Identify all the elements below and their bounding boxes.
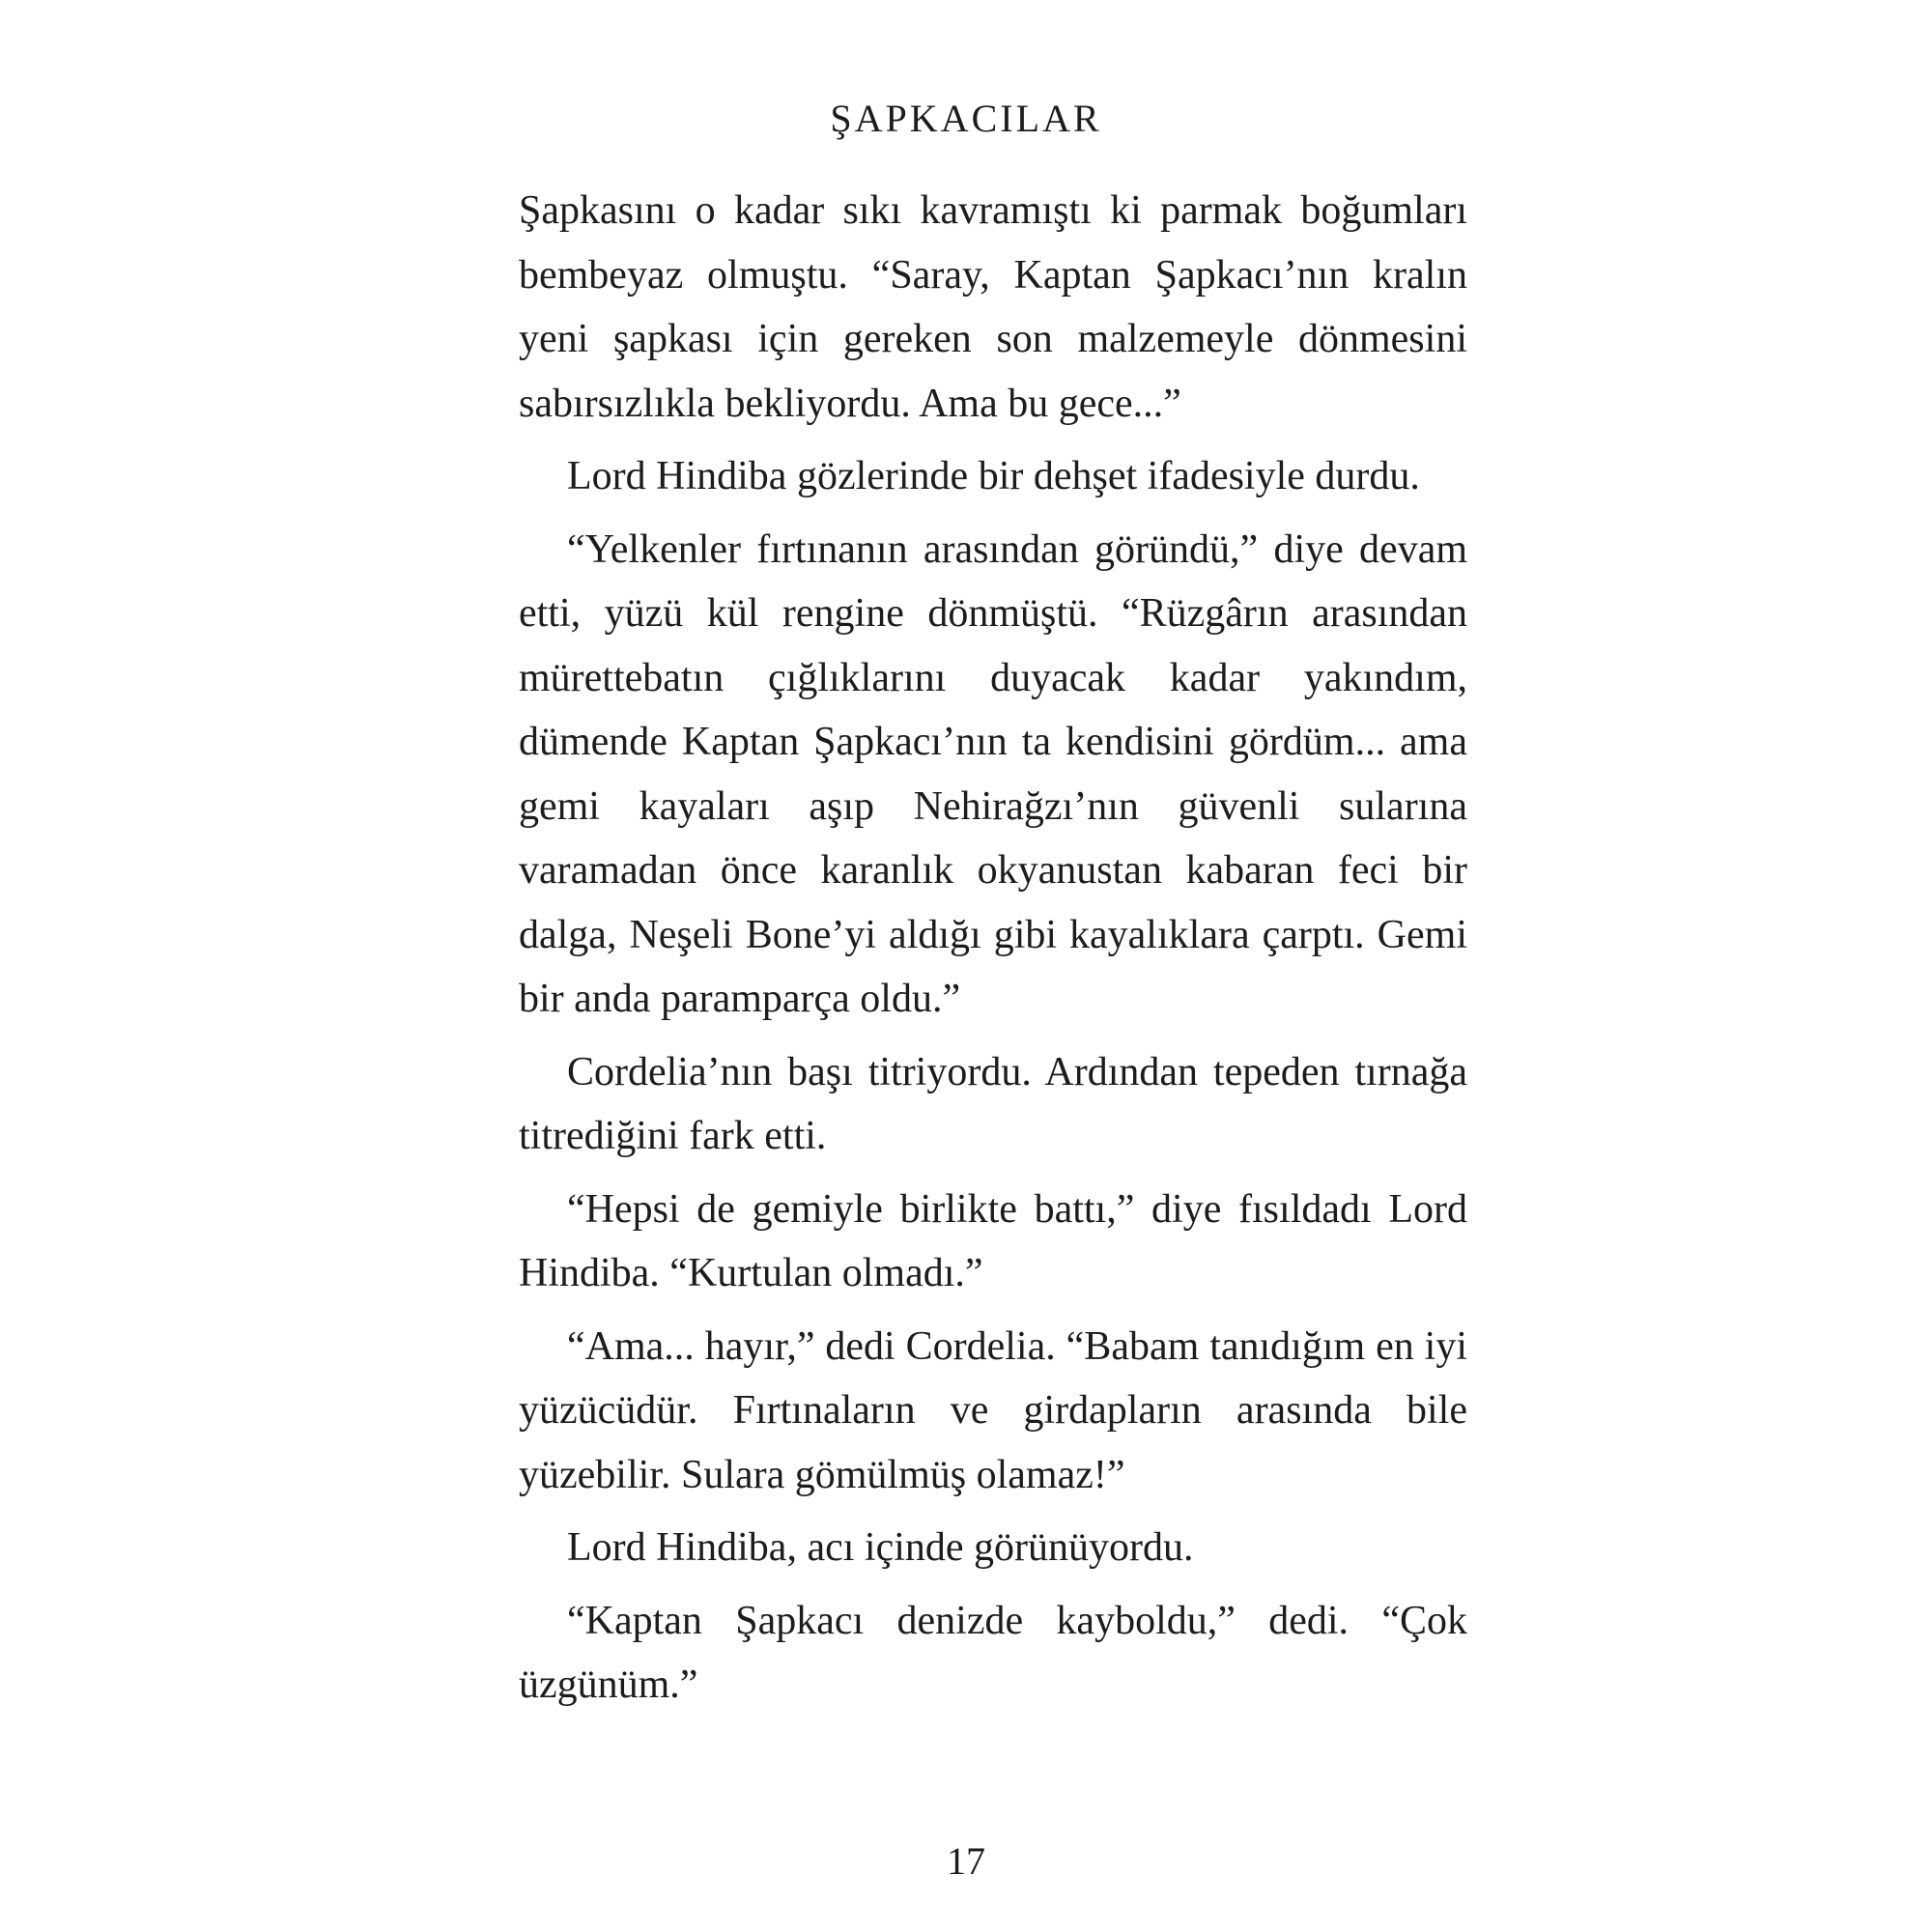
paragraph: Lord Hindiba, acı içinde görünüyordu. xyxy=(567,1525,1194,1570)
paragraph: “Hepsi de gemiyle birlikte battı,” diye fısıldadı Lord Hindiba. “Kurtulan olmadı.” xyxy=(519,1186,1467,1295)
paragraph: “Kaptan Şapkacı denizde kayboldu,” dedi. “Çok üzgünüm.” xyxy=(519,1598,1467,1707)
paragraph: “Ama... hayır,” dedi Cordelia. “Babam tanıdığım en iyi yüzücüdür. Fırtınaların ve girdapların arasında bile yüzebilir. Sulara gömülmüş olamaz!” xyxy=(519,1323,1467,1497)
paragraph: Şapkasını o kadar sıkı kavramıştı ki parmak boğumları bembeyaz olmuştu. “Saray, Kaptan Şapkacı’nın kralın yeni şapkası için gereken son malzemeyle dönmesini sabırsızlıkla bekliyordu. Ama bu gece...” xyxy=(519,188,1467,426)
paragraph: “Yelkenler fırtınanın arasından göründü,” diye devam etti, yüzü kül rengine dönmüştü. “Rüzgârın arasından mürettebatın çığlıklarını duyacak kadar yakındım, dümende Kaptan Şapkacı’nın ta kendisini gördüm... ama gemi kayaları aşıp Nehirağzı’nın güvenli sularına varamadan önce karanlık okyanustan kabaran feci bir dalga, Neşeli Bone’yi aldığı gibi kayalıklara çarptı. Gemi bir anda paramparça oldu.” xyxy=(519,526,1467,1021)
body-text xyxy=(519,179,1467,1726)
paragraph: Cordelia’nın başı titriyordu. Ardından tepeden tırnağa titrediğini fark etti. xyxy=(519,1049,1467,1158)
paragraph: Lord Hindiba gözlerinde bir dehşet ifadesiyle durdu. xyxy=(567,454,1420,498)
page-number: 17 xyxy=(947,1839,985,1883)
running-head: ŞAPKACILAR xyxy=(830,97,1102,140)
